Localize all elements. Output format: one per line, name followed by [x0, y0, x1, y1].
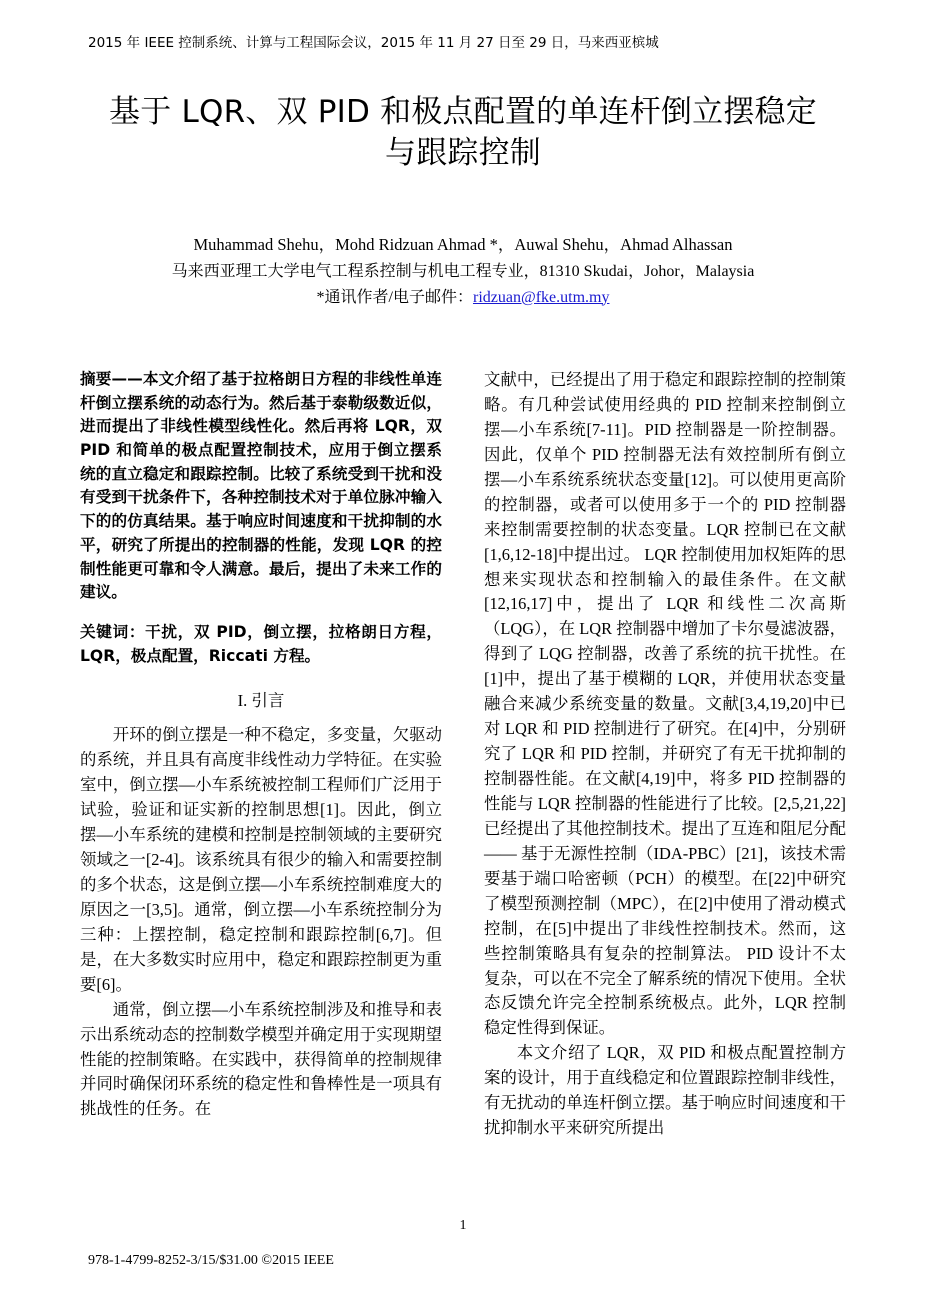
- body-columns: [80, 368, 846, 1238]
- section-heading-introduction: I. 引言: [237, 691, 285, 711]
- author-names: Muhammad Shehu，Mohd Ridzuan Ahmad *，Auwal Shehu，Ahmad Alhassan: [193, 235, 733, 254]
- page-title: [78, 92, 848, 174]
- paragraph-right-2: 本文介绍了 LQR，双 PID 和极点配置控制方案的设计，用于直线稳定和位置跟踪控制非线性，有无扰动的单连杆倒立摆。基于响应时间速度和干扰抑制水平来研究所提出: [484, 1043, 846, 1138]
- corresponding-author: [78, 285, 848, 311]
- column-left: [80, 368, 442, 1122]
- title-line-2: 与跟踪控制: [385, 134, 541, 171]
- abstract-paragraph: 摘要——本文介绍了基于拉格朗日方程的非线性单连杆倒立摆系统的动态行为。然后基于泰勒级数近似，进而提出了非线性模型线性化。然后再将 LQR，双 PID 和简单的极点配置控制技术，应用于倒立摆系统的直立稳定和跟踪控制。比较了系统受到干扰和没有受到干扰条件下，各种控制技术对于单位脉冲输入下的的仿真结果。基于响应时间速度和干扰抑制的水平，研究了所提出的控制器的性能，发现 LQR 的控制性能更可靠和令人满意。最后，提出了未来工作的建议。: [80, 370, 442, 602]
- conference-header: 2015 年 IEEE 控制系统、计算与工程国际会议，2015 年 11 月 27 日至 29 日，马来西亚槟城: [88, 35, 659, 51]
- copyright-footer: 978-1-4799-8252-3/15/$31.00 ©2015 IEEE: [88, 1253, 334, 1268]
- paragraph-right-1: 文献中，已经提出了用于稳定和跟踪控制的控制策略。有几种尝试使用经典的 PID 控制来控制倒立摆—小车系统[7-11]。PID 控制器是一阶控制器。因此，仅单个 PID 控制器无法有效控制所有倒立摆—小车系统系统状态变量[12]。可以使用更高阶的控制器，或者可以使用多于一个的 PID 控制器来控制需要控制的状态变量。LQR 控制已在文献[1,6,12-18]中提出过。 LQR 控制使用加权矩阵的思想来实现状态和控制输入的最佳条件。在文献[12,16,17]中，提出了 LQR 和线性二次高斯（LQG），在 LQR 控制器中增加了卡尔曼滤波器，得到了 LQG 控制器，改善了系统的抗干扰性。在[1]中，提出了基于模糊的 LQR，并使用状态变量融合来减少系统变量的数量。文献[3,4,19,20]中已对 LQR 和 PID 控制进行了研究。在[4]中，分别研究了 LQR 和 PID 控制，并研究了有无干扰抑制的控制器性能。在文献[4,19]中，将多 PID 控制器的性能与 LQR 控制器的性能进行了比较。[2,5,21,22]已经提出了其他控制技术。提出了互连和阻尼分配—— 基于无源性控制（IDA-PBC）[21]，该技术需要基于端口哈密顿（PCH）的模型。在[22]中研究了模型预测控制（MPC），在[2]中使用了滑动模式控制，在[5]中提出了非线性控制技术。然而，这些控制策略具有复杂的控制算法。 PID 设计不太复杂，可以在不完全了解系统的情况下使用。全状态反馈允许完全控制系统极点。此外，LQR 控制稳定性得到保证。: [484, 370, 846, 1038]
- author-affiliation: 马来西亚理工大学电气工程系控制与机电工程专业，81310 Skudai，Johor，Malaysia: [171, 262, 755, 280]
- column-right: [484, 368, 846, 1141]
- page-number: 1: [459, 1218, 467, 1233]
- title-line-1: 基于 LQR、双 PID 和极点配置的单连杆倒立摆稳定: [109, 94, 817, 130]
- email-link[interactable]: ridzuan@fke.utm.my: [472, 288, 610, 306]
- corresponding-label: *通讯作者/电子邮件：: [316, 288, 473, 306]
- keywords-paragraph: 关键词：干扰，双 PID，倒立摆，拉格朗日方程，LQR，极点配置，Riccati 方程。: [80, 622, 442, 665]
- author-block: [78, 232, 848, 311]
- paragraph-left-1: 开环的倒立摆是一种不稳定，多变量，欠驱动的系统，并且具有高度非线性动力学特征。在实验室中，倒立摆—小车系统被控制工程师们广泛用于试验，验证和证实新的控制思想[1]。因此，倒立摆—小车系统的建模和控制是控制领域的主要研究领域之一[2-4]。该系统具有很少的输入和需要控制的多个状态，这是倒立摆—小车系统控制难度大的原因之一[3,5]。通常，倒立摆—小车系统控制分为三种：上摆控制，稳定控制和跟踪控制[6,7]。但是，在大多数实时应用中，稳定和跟踪控制更为重要[6]。: [80, 725, 442, 994]
- paragraph-left-2: 通常，倒立摆—小车系统控制涉及和推导和表示出系统动态的控制数学模型并确定用于实现期望性能的控制策略。在实践中，获得简单的控制规律并同时确保闭环系统的稳定性和鲁棒性是一项具有挑战性的任务。在: [80, 999, 442, 1119]
